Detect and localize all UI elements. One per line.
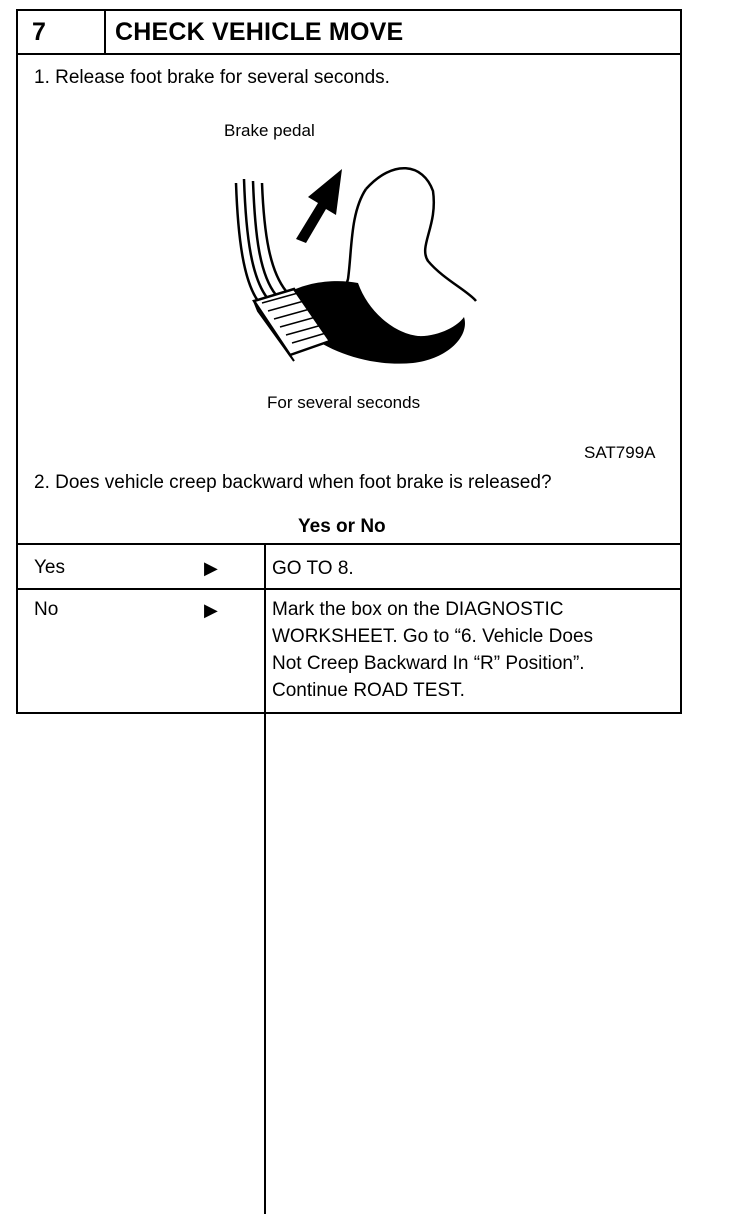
figure-label-duration: For several seconds <box>267 393 421 412</box>
instruction-1: 1. Release foot brake for several seconds. <box>34 67 390 88</box>
action-no-line-4: Continue ROAD TEST. <box>272 680 465 701</box>
arrow-right-icon: ▶ <box>204 600 218 620</box>
step-number: 7 <box>18 11 106 53</box>
step-title: CHECK VEHICLE MOVE <box>115 18 404 46</box>
action-no-line-3: Not Creep Backward In “R” Position”. <box>272 653 585 674</box>
action-no-line-1: Mark the box on the DIAGNOSTIC <box>272 599 564 620</box>
arrow-right-icon: ▶ <box>204 558 218 578</box>
action-yes: GO TO 8. <box>272 558 354 579</box>
answer-yes: Yes <box>34 557 65 578</box>
question-label: Yes or No <box>298 516 386 537</box>
divider <box>18 543 680 545</box>
answer-no: No <box>34 599 59 620</box>
divider <box>18 588 680 590</box>
action-no-line-2: WORKSHEET. Go to “6. Vehicle Does <box>272 626 594 647</box>
step-header <box>18 11 680 55</box>
instruction-2: 2. Does vehicle creep backward when foot brake is released? <box>34 472 552 493</box>
column-divider <box>264 543 266 1214</box>
diagnostic-step-card <box>16 9 682 714</box>
figure-code: SAT799A <box>584 443 656 462</box>
figure-label-brake-pedal: Brake pedal <box>224 121 315 140</box>
foot-releasing-brake-pedal-illustration <box>218 151 478 381</box>
